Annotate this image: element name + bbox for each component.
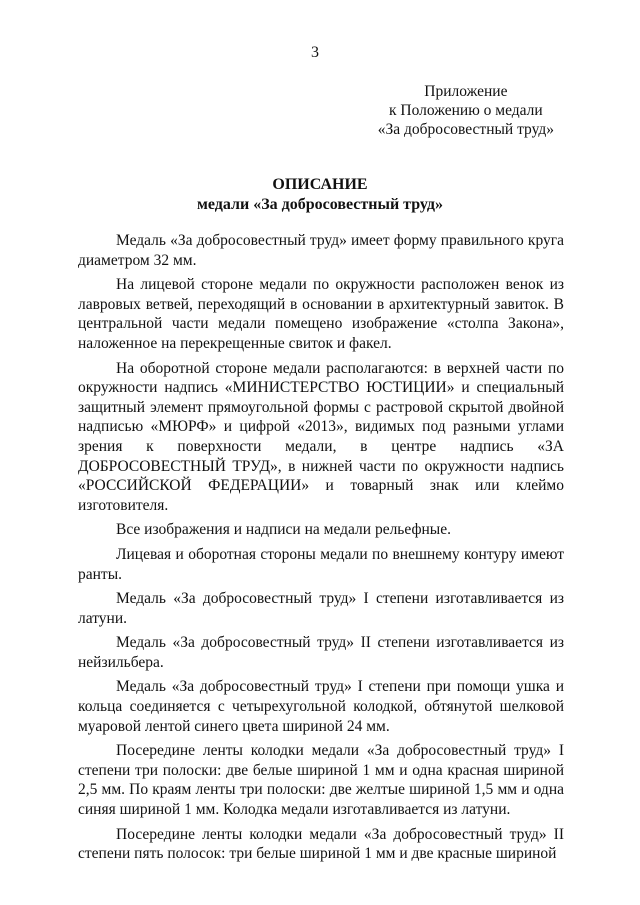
title-subheading: медали «За добросовестный труд» — [196, 196, 443, 213]
paragraph: Медаль «За добросовестный труд» имеет форму правильного круга диаметром 32 мм. — [78, 232, 564, 269]
title-heading: ОПИСАНИЕ — [272, 176, 368, 193]
paragraph: На оборотной стороне медали располагаются: в верхней части по окружности надпись «МИНИСТЕРСТВО ЮСТИЦИИ» и специальный защитный элемент прямоугольной формы с растровой скрытой двойной надписью «МЮРФ» и цифрой «2013», видимых под разными углами зрения к поверхности медали, в центре надпись «ЗА ДОБРОСОВЕСТНЫЙ ТРУД», в нижней части по окружности надпись «РОССИЙСКОЙ ФЕДЕРАЦИИ» и товарный знак или клеймо изготовителя. — [78, 359, 564, 514]
paragraph: Все изображения и надписи на медали рельефные. — [116, 521, 451, 539]
appendix-line-1: Приложение — [424, 83, 508, 100]
paragraph: Медаль «За добросовестный труд» I степени при помощи ушка и кольца соединяется с четырехугольной колодкой, обтянутой шелковой муаровой лентой синего цвета шириной 24 мм. — [78, 678, 564, 735]
appendix-line-2: к Положению о медали — [389, 102, 543, 119]
paragraph: Посередине ленты колодки медали «За добросовестный труд» II степени пять полосок: три белые шириной 1 мм и две красные шириной — [78, 825, 564, 863]
paragraph: Медаль «За добросовестный труд» II степени изготавливается из нейзильбера. — [78, 634, 564, 671]
paragraph: Лицевая и оборотная стороны медали по внешнему контуру имеют ранты. — [78, 545, 564, 583]
paragraph: На лицевой стороне медали по окружности расположен венок из лавровых ветвей, переходящий в основании в архитектурный завиток. В центральной части медали помещено изображение «столпа Закона», наложенное на перекрещенные свиток и факел. — [78, 276, 564, 352]
document-title — [0, 175, 640, 215]
appendix-line-3: «За добросовестный труд» — [377, 121, 554, 138]
paragraph: Посередине ленты колодки медали «За добросовестный труд» I степени три полоски: две белые шириной 1 мм и одна красная шириной 2,5 мм. По краям ленты три полоски: две желтые шириной 1,5 мм и одна синяя шириной 1 мм. Колодка медали изготавливается из латуни. — [78, 742, 564, 819]
paragraph: Медаль «За добросовестный труд» I степени изготавливается из латуни. — [78, 590, 564, 627]
appendix-header — [378, 82, 554, 139]
page-number: 3 — [311, 44, 319, 61]
document-body — [78, 231, 564, 869]
